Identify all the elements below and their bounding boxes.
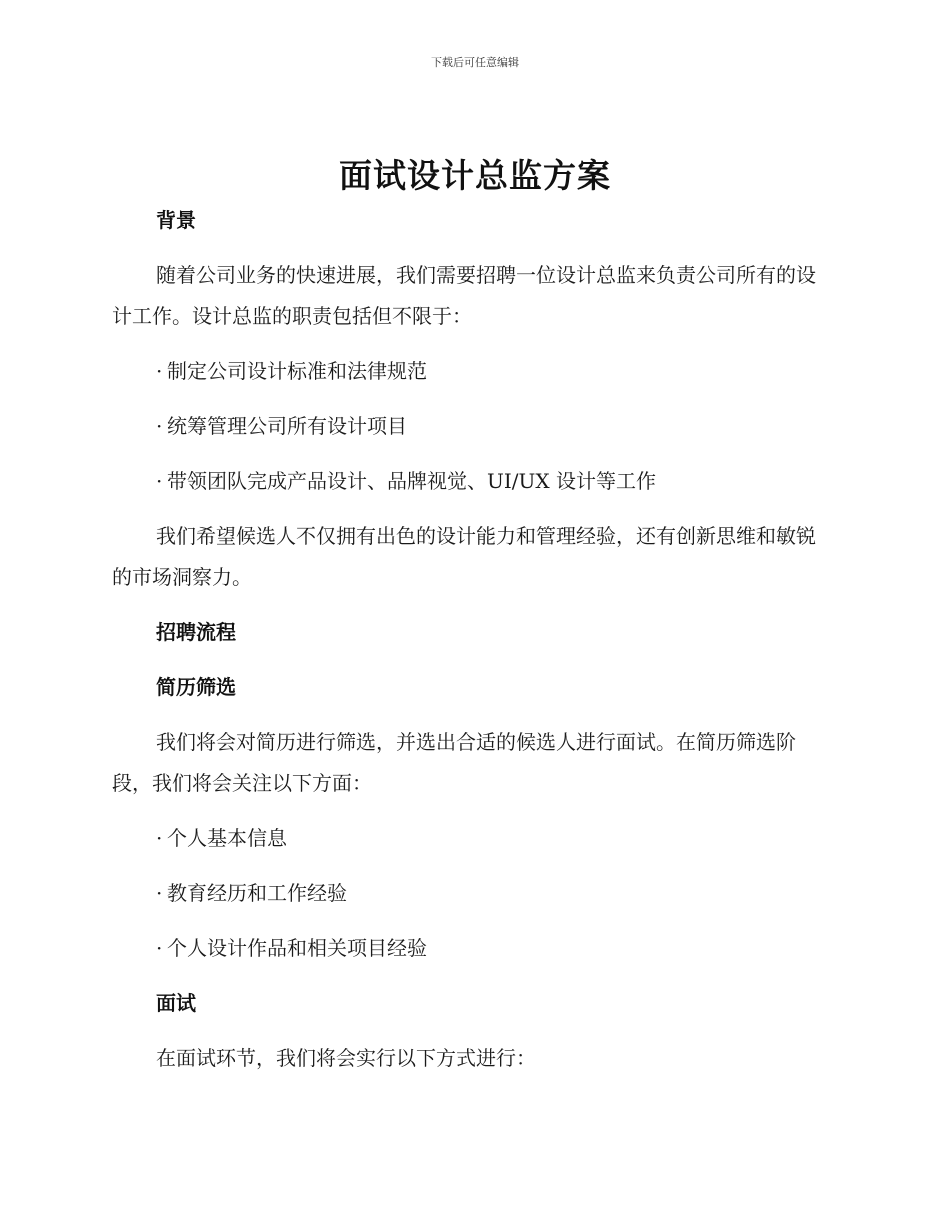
section-heading-interview: 面试 [156, 991, 196, 1015]
bullet-item [112, 818, 832, 873]
bullet-text: 统筹管理公司所有设计项目 [167, 414, 407, 438]
paragraph-expectation: 我们希望候选人不仅拥有出色的设计能力和管理经验，还有创新思维和敏锐的市场洞察力。 [112, 524, 816, 589]
bullet-text: 带领团队完成产品设计、品牌视觉、UI/UX 设计等工作 [167, 469, 656, 493]
document-title: 面试设计总监方案 [339, 156, 611, 195]
bullet-text: 教育经历和工作经验 [167, 881, 347, 905]
bullet-dot: · [156, 881, 163, 905]
bullet-item [112, 928, 832, 983]
bullet-item [112, 873, 832, 928]
section-heading-process: 招聘流程 [156, 620, 236, 644]
bullet-dot: · [156, 469, 163, 493]
section-heading-background: 背景 [156, 208, 196, 232]
section-heading-screening: 简历筛选 [156, 675, 236, 699]
bullet-item [112, 351, 832, 406]
header-note: 下载后可任意编辑 [431, 56, 519, 69]
bullet-item [112, 461, 832, 516]
bullet-dot: · [156, 936, 163, 960]
bullet-dot: · [156, 826, 163, 850]
document-body [112, 200, 832, 1093]
paragraph-background: 随着公司业务的快速进展，我们需要招聘一位设计总监来负责公司所有的设计工作。设计总监的职责包括但不限于： [112, 263, 816, 328]
bullet-text: 制定公司设计标准和法律规范 [167, 359, 427, 383]
paragraph-screening: 我们将会对简历进行筛选，并选出合适的候选人进行面试。在简历筛选阶段，我们将会关注以下方面： [112, 730, 796, 795]
paragraph-interview: 在面试环节，我们将会实行以下方式进行： [156, 1046, 536, 1070]
bullet-item [112, 406, 832, 461]
bullet-dot: · [156, 414, 163, 438]
bullet-text: 个人基本信息 [167, 826, 287, 850]
bullet-dot: · [156, 359, 163, 383]
bullet-text: 个人设计作品和相关项目经验 [167, 936, 427, 960]
